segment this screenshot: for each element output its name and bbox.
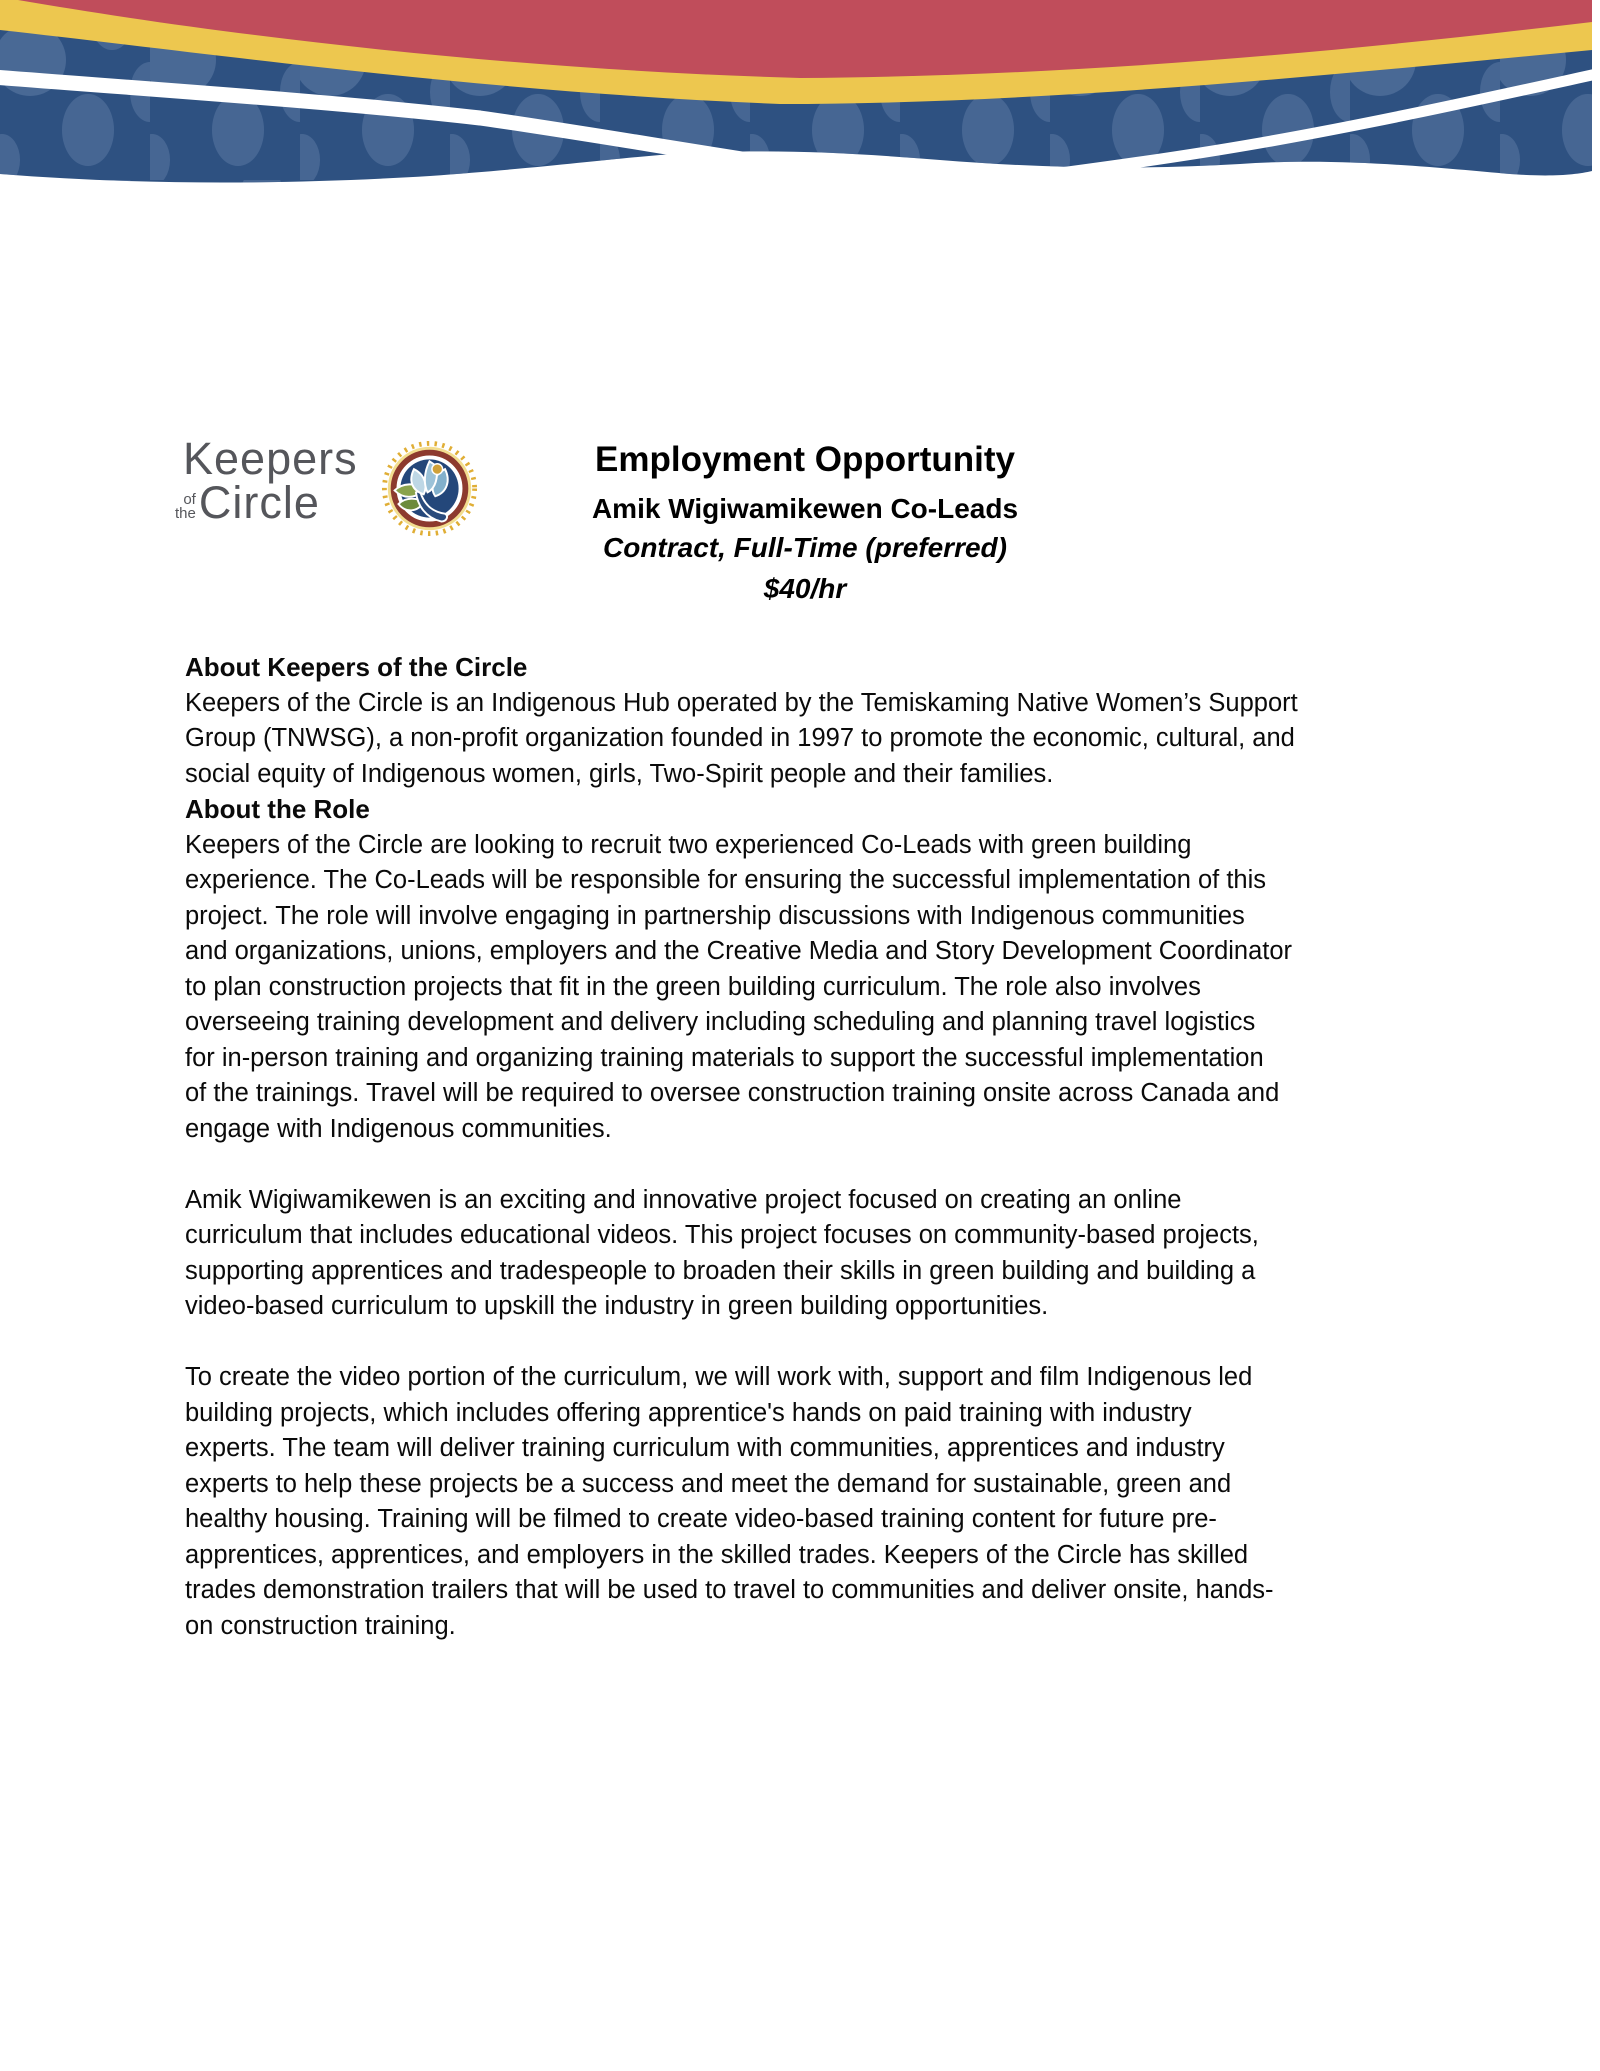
section-heading: About Keepers of the Circle xyxy=(185,652,528,682)
paragraph: Amik Wigiwamikewen is an exciting and innovative project focused on creating an online curriculum that includes educational videos. This project focuses on community-based projects, supporting apprentices and tradespeople to broaden their skills in green building and building a video-based curriculum to upskill the industry in green building opportunities. xyxy=(185,1185,1259,1320)
logo-emblem-icon xyxy=(381,440,478,542)
job-title: Amik Wigiwamikewen Co-Leads xyxy=(591,493,1019,524)
section-heading: About the Role xyxy=(185,794,370,824)
logo-word-the: the xyxy=(175,505,196,522)
paragraph: To create the video portion of the curriculum, we will work with, support and film Indigenous led building projects, which includes offering apprentice's hands on paid training with industry experts. The team will deliver training curriculum with communities, apprentices and industry experts to help these projects be a success and meet the demand for sustainable, green and healthy housing. Training will be filmed to create video-based training content for future pre- apprentices, apprentices, and employers in the skilled trades. Keepers of the Circle has skilled trades demonstration trailers that will be used to travel to communities and deliver onsite, hands- on construction training. xyxy=(185,1363,1274,1640)
section-about-keepers xyxy=(185,650,1465,792)
header-wave-banner xyxy=(0,0,1600,210)
section-about-the-role xyxy=(185,792,1465,1644)
job-type: Contract, Full-Time (preferred) xyxy=(603,532,1007,563)
logo-wordmark xyxy=(155,433,358,528)
emblem-gold-center xyxy=(432,464,443,475)
logo-word-of-the xyxy=(175,493,196,521)
page-title: Employment Opportunity xyxy=(595,440,1015,479)
logo-word-keepers: Keepers xyxy=(183,433,358,484)
keepers-of-the-circle-logo xyxy=(155,433,500,548)
pay-rate: $40/hr xyxy=(763,573,847,604)
title-block xyxy=(500,440,1110,606)
logo-word-circle: Circle xyxy=(198,477,320,528)
document-body xyxy=(185,650,1465,1644)
wave-banner-graphic xyxy=(0,0,1600,210)
logo-word-of: of xyxy=(183,491,196,508)
paragraph: Keepers of the Circle is an Indigenous Hub operated by the Temiskaming Native Women’s Support Group (TNWSG), a non-profit organization founded in 1997 to promote the economic, cultural, and social equity of Indigenous women, girls, Two-Spirit people and their families. xyxy=(185,688,1298,788)
paragraph: Keepers of the Circle are looking to recruit two experienced Co-Leads with green building experience. The Co-Leads will be responsible for ensuring the successful implementation of this project. The role will involve engaging in partnership discussions with Indigenous communities and organizations, unions, employers and the Creative Media and Story Development Coordinator to plan construction projects that fit in the green building curriculum. The role also involves overseeing training development and delivery including scheduling and planning travel logistics for in-person training and organizing training materials to support the successful implementation of the trainings. Travel will be required to oversee construction training onsite across Canada and engage with Indigenous communities. xyxy=(185,830,1293,1143)
